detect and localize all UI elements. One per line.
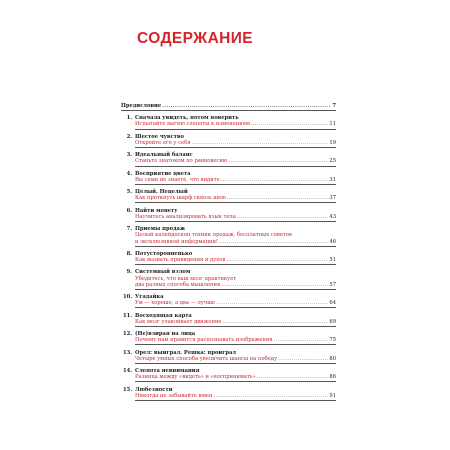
toc-entry-subtitle: Разница между «видеть» и «воспринимать» (135, 374, 256, 381)
toc-entry[interactable] (121, 313, 336, 331)
toc-entry[interactable] (121, 226, 336, 251)
toc-entry-title: Угадайка (135, 294, 164, 301)
toc-entry-subtitle: Целый калейдоскоп техник продаж, бесплатных советов (135, 232, 292, 239)
toc-entry-number: 9. (126, 269, 132, 276)
toc-entry-page: 80 (329, 355, 336, 362)
toc-entry-title: Идеальный баланс (135, 152, 193, 159)
toc-entry[interactable] (121, 208, 336, 226)
toc-entry-number: 8. (126, 250, 132, 257)
toc-entry-number: 13. (122, 349, 132, 356)
toc-entry[interactable] (121, 331, 336, 349)
toc-entry[interactable] (121, 152, 336, 170)
toc-entry-page: 25 (329, 158, 336, 165)
toc-entry[interactable] (121, 387, 336, 405)
toc-entry[interactable] (121, 134, 336, 152)
toc-leader-dots (216, 300, 328, 306)
toc-entry-page: 46 (329, 238, 336, 245)
toc-entry-title: Любезности (135, 386, 173, 393)
toc-leader-dots (237, 214, 329, 220)
toc-leader-dots (221, 177, 329, 183)
toc-entry-title: Восходящая карта (135, 312, 192, 319)
toc-entry-title: Целый. Нецелый (135, 189, 188, 196)
toc-entry-title: Системный взлом (135, 269, 191, 276)
toc-entry-subtitle: Почему нам нравится распознавать изображения (135, 337, 273, 344)
toc-entry-title: Найти монету (135, 207, 178, 214)
toc-entry[interactable] (121, 171, 336, 189)
toc-entry[interactable] (121, 269, 336, 294)
page-title: СОДЕРЖАНИЕ (137, 30, 254, 47)
toc-leader-dots (192, 140, 329, 146)
toc-entry[interactable] (121, 189, 336, 207)
toc-entry-title: Сначала увидеть, потом поверить (135, 115, 239, 122)
toc-entry-subtitle: Как вызвать привидения и духов (135, 257, 226, 264)
toc-leader-dots (278, 356, 328, 362)
toc-entry-subtitle: два разных способа мышления (135, 281, 221, 288)
toc-leader-dots (226, 257, 328, 263)
toc-entry-page: 11 (329, 121, 336, 128)
toc-entry-page: 31 (329, 176, 336, 183)
toc-entry-number: 1. (126, 115, 132, 122)
toc-entry-page: 69 (329, 318, 336, 325)
toc-entry-subtitle: Четыре умных способа увеличить шансы на победу (135, 355, 278, 362)
toc-entry-page: 75 (329, 337, 336, 344)
toc-entry[interactable] (121, 350, 336, 368)
toc-entry-page: 57 (329, 281, 336, 288)
toc-entry-page: 86 (329, 374, 336, 381)
toc-leader-dots (219, 239, 328, 245)
toc-leader-dots (162, 103, 331, 109)
toc-entry-number: 7. (126, 226, 132, 233)
toc-entry-subtitle: и эксклюзивной информации! (135, 238, 218, 245)
toc-entry-subtitle: Станьте знатоком по равновесию (135, 158, 228, 165)
toc-leader-dots (257, 374, 329, 380)
toc-entry-title: Шестое чувство (135, 133, 184, 140)
toc-entry-number: 5. (126, 189, 132, 196)
toc-preface-title: Предисловие (121, 103, 162, 109)
toc-entry-title: Орел: выиграл. Решка: проиграл (135, 349, 237, 356)
toc-entry[interactable] (121, 368, 336, 386)
table-of-contents (121, 103, 336, 405)
toc-entry-title: Потусторонненько (135, 250, 193, 257)
toc-entry-number: 6. (126, 207, 132, 214)
toc-entry-page: 37 (329, 195, 336, 202)
toc-entry-title: Восприятие цвета (135, 170, 191, 177)
toc-entry[interactable] (121, 115, 336, 133)
toc-preface-page: 7 (332, 103, 336, 109)
toc-entry-subtitle: Испытайте магию слепоты к изменениям (135, 121, 251, 128)
toc-entry-title: Приемы продаж (135, 226, 186, 233)
toc-entry-number: 3. (126, 152, 132, 159)
toc-entry-page: 51 (329, 257, 336, 264)
toc-leader-dots (222, 319, 328, 325)
toc-preface[interactable] (121, 103, 336, 109)
toc-entry-page: 64 (329, 300, 336, 307)
toc-entry-number: 10. (122, 294, 132, 301)
toc-entry-number: 11. (122, 312, 132, 319)
toc-entry-subtitle: Вы сами не знаете, что видите (135, 176, 220, 183)
toc-entry-subtitle: Никогда не забывайте имен (135, 392, 213, 399)
toc-entry[interactable] (121, 294, 336, 312)
toc-leader-dots (213, 393, 328, 399)
toc-entry-subtitle: Ум — хорошо, а два — лучше (135, 300, 216, 307)
toc-entry[interactable] (121, 251, 336, 269)
toc-entry-subtitle: Как проткнуть шарф сквозь шею (135, 195, 226, 202)
toc-entry-page: 43 (329, 213, 336, 220)
toc-entry-subtitle: Как мозг улавливает движение (135, 318, 222, 325)
toc-entry-title: (Не)взирая на лица (135, 331, 196, 338)
toc-leader-dots (227, 195, 329, 201)
toc-entry-title: Слепота невнимания (135, 368, 200, 375)
toc-leader-dots (274, 337, 329, 343)
toc-entry-number: 2. (126, 133, 132, 140)
toc-entry-subtitle: Научитесь анализировать язык тела (135, 213, 236, 220)
toc-entry-page: 91 (329, 392, 336, 399)
toc-entry-page: 19 (329, 139, 336, 146)
toc-entry-number: 4. (126, 170, 132, 177)
toc-entry-subtitle: Убедитесь, что ваш мозг практикует (135, 275, 237, 282)
toc-entry-number: 12. (122, 331, 132, 338)
toc-leader-dots (221, 282, 328, 288)
toc-leader-dots (228, 158, 328, 164)
toc-entry-number: 14. (122, 368, 132, 375)
toc-leader-dots (251, 121, 328, 127)
toc-entries (121, 115, 336, 405)
toc-entry-number: 15. (122, 386, 132, 393)
toc-entry-subtitle: Откройте его у себя (135, 139, 191, 146)
